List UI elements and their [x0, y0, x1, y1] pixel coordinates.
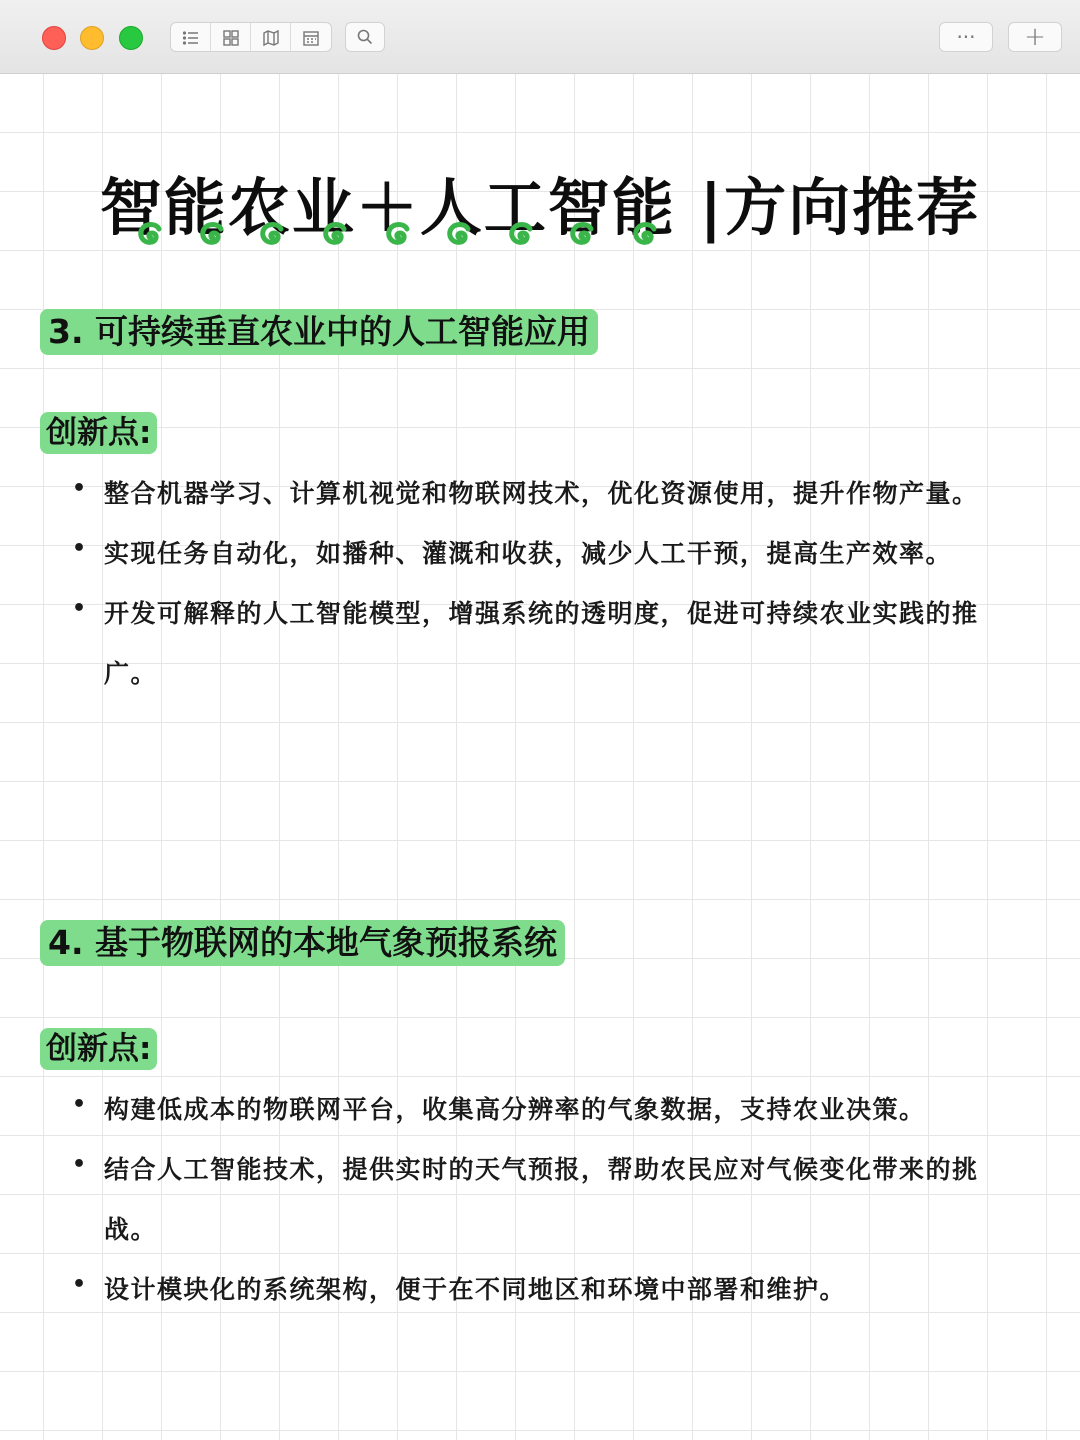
search-button[interactable]	[345, 22, 385, 52]
bullet-text: 结合人工智能技术，提供实时的天气预报，帮助农民应对气候变化带来的挑战。	[104, 1155, 979, 1244]
swirl-icon	[568, 220, 596, 248]
minimize-window-button[interactable]	[80, 26, 104, 50]
swirl-icon	[631, 220, 659, 248]
section-heading: 4. 基于物联网的本地气象预报系统	[40, 920, 565, 966]
bullet-text: 设计模块化的系统架构，便于在不同地区和环境中部署和维护。	[104, 1275, 847, 1304]
innovation-label: 创新点:	[40, 412, 157, 454]
bullet-icon: •	[72, 1272, 88, 1297]
search-icon	[356, 28, 374, 46]
grid-icon	[222, 29, 240, 47]
list-item	[70, 464, 990, 524]
bullet-icon: •	[72, 1092, 88, 1117]
bullet-icon: •	[72, 536, 88, 561]
list-item	[70, 1260, 990, 1320]
zoom-window-button[interactable]	[119, 26, 143, 50]
swirl-icon	[198, 220, 226, 248]
bullet-icon: •	[72, 476, 88, 501]
bullet-icon: •	[72, 1152, 88, 1177]
bullet-list	[70, 464, 990, 704]
list-icon	[182, 29, 200, 47]
list-item	[70, 524, 990, 584]
swirl-icon	[321, 220, 349, 248]
bullet-text: 整合机器学习、计算机视觉和物联网技术，优化资源使用，提升作物产量。	[104, 479, 979, 508]
list-view-button[interactable]	[171, 23, 211, 52]
add-button[interactable]: +	[1008, 22, 1062, 52]
map-view-button[interactable]	[251, 23, 291, 52]
swirl-decoration-row	[0, 220, 1080, 252]
calendar-icon	[302, 29, 320, 47]
innovation-label: 创新点:	[40, 1028, 157, 1070]
view-mode-group	[170, 22, 332, 52]
window-toolbar	[0, 0, 1080, 74]
bullet-text: 构建低成本的物联网平台，收集高分辨率的气象数据，支持农业决策。	[104, 1095, 926, 1124]
page-title: 智能农业＋人工智能 |方向推荐	[99, 171, 981, 244]
swirl-icon	[258, 220, 286, 248]
swirl-icon	[384, 220, 412, 248]
bullet-list	[70, 1080, 990, 1320]
list-item	[70, 584, 990, 704]
swirl-icon	[136, 220, 164, 248]
swirl-icon	[507, 220, 535, 248]
bullet-text: 开发可解释的人工智能模型，增强系统的透明度，促进可持续农业实践的推广。	[104, 599, 979, 688]
map-icon	[262, 29, 280, 47]
calendar-view-button[interactable]	[291, 23, 331, 52]
list-item	[70, 1140, 990, 1260]
more-options-button[interactable]: ···	[939, 22, 993, 52]
grid-view-button[interactable]	[211, 23, 251, 52]
bullet-text: 实现任务自动化，如播种、灌溉和收获，减少人工干预，提高生产效率。	[104, 539, 953, 568]
bullet-icon: •	[72, 596, 88, 621]
section-heading: 3. 可持续垂直农业中的人工智能应用	[40, 309, 598, 355]
list-item	[70, 1080, 990, 1140]
swirl-icon	[445, 220, 473, 248]
close-window-button[interactable]	[42, 26, 66, 50]
